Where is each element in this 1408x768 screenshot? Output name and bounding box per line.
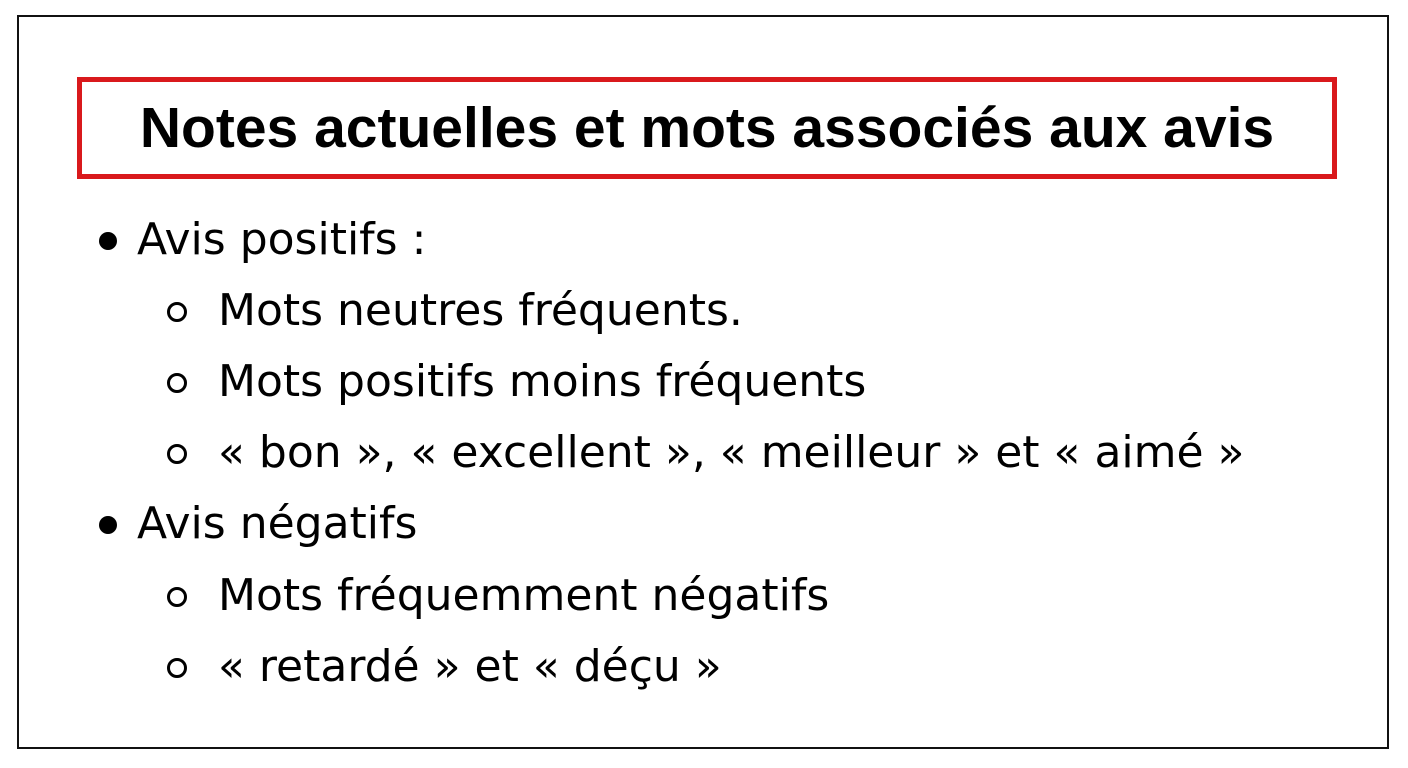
bullet-list: [19, 17, 1387, 747]
list-item: « bon », « excellent », « meilleur » et « aimé »: [218, 427, 1245, 478]
bullet-circle-icon: [167, 302, 187, 322]
section-label-positive: Avis positifs :: [137, 214, 427, 265]
bullet-circle-icon: [167, 658, 187, 678]
bullet-circle-icon: [167, 373, 187, 393]
list-item: « retardé » et « déçu »: [218, 641, 722, 692]
slide-title: Notes actuelles et mots associés aux avis: [139, 96, 1275, 160]
bullet-dot-icon: [99, 232, 117, 250]
list-item: Mots neutres fréquents.: [218, 285, 743, 336]
list-item: Mots fréquemment négatifs: [218, 570, 830, 621]
bullet-circle-icon: [167, 444, 187, 464]
slide: [17, 15, 1389, 749]
section-label-negative: Avis négatifs: [137, 498, 418, 549]
bullet-dot-icon: [99, 516, 117, 534]
bullet-circle-icon: [167, 587, 187, 607]
list-item: Mots positifs moins fréquents: [218, 356, 867, 407]
